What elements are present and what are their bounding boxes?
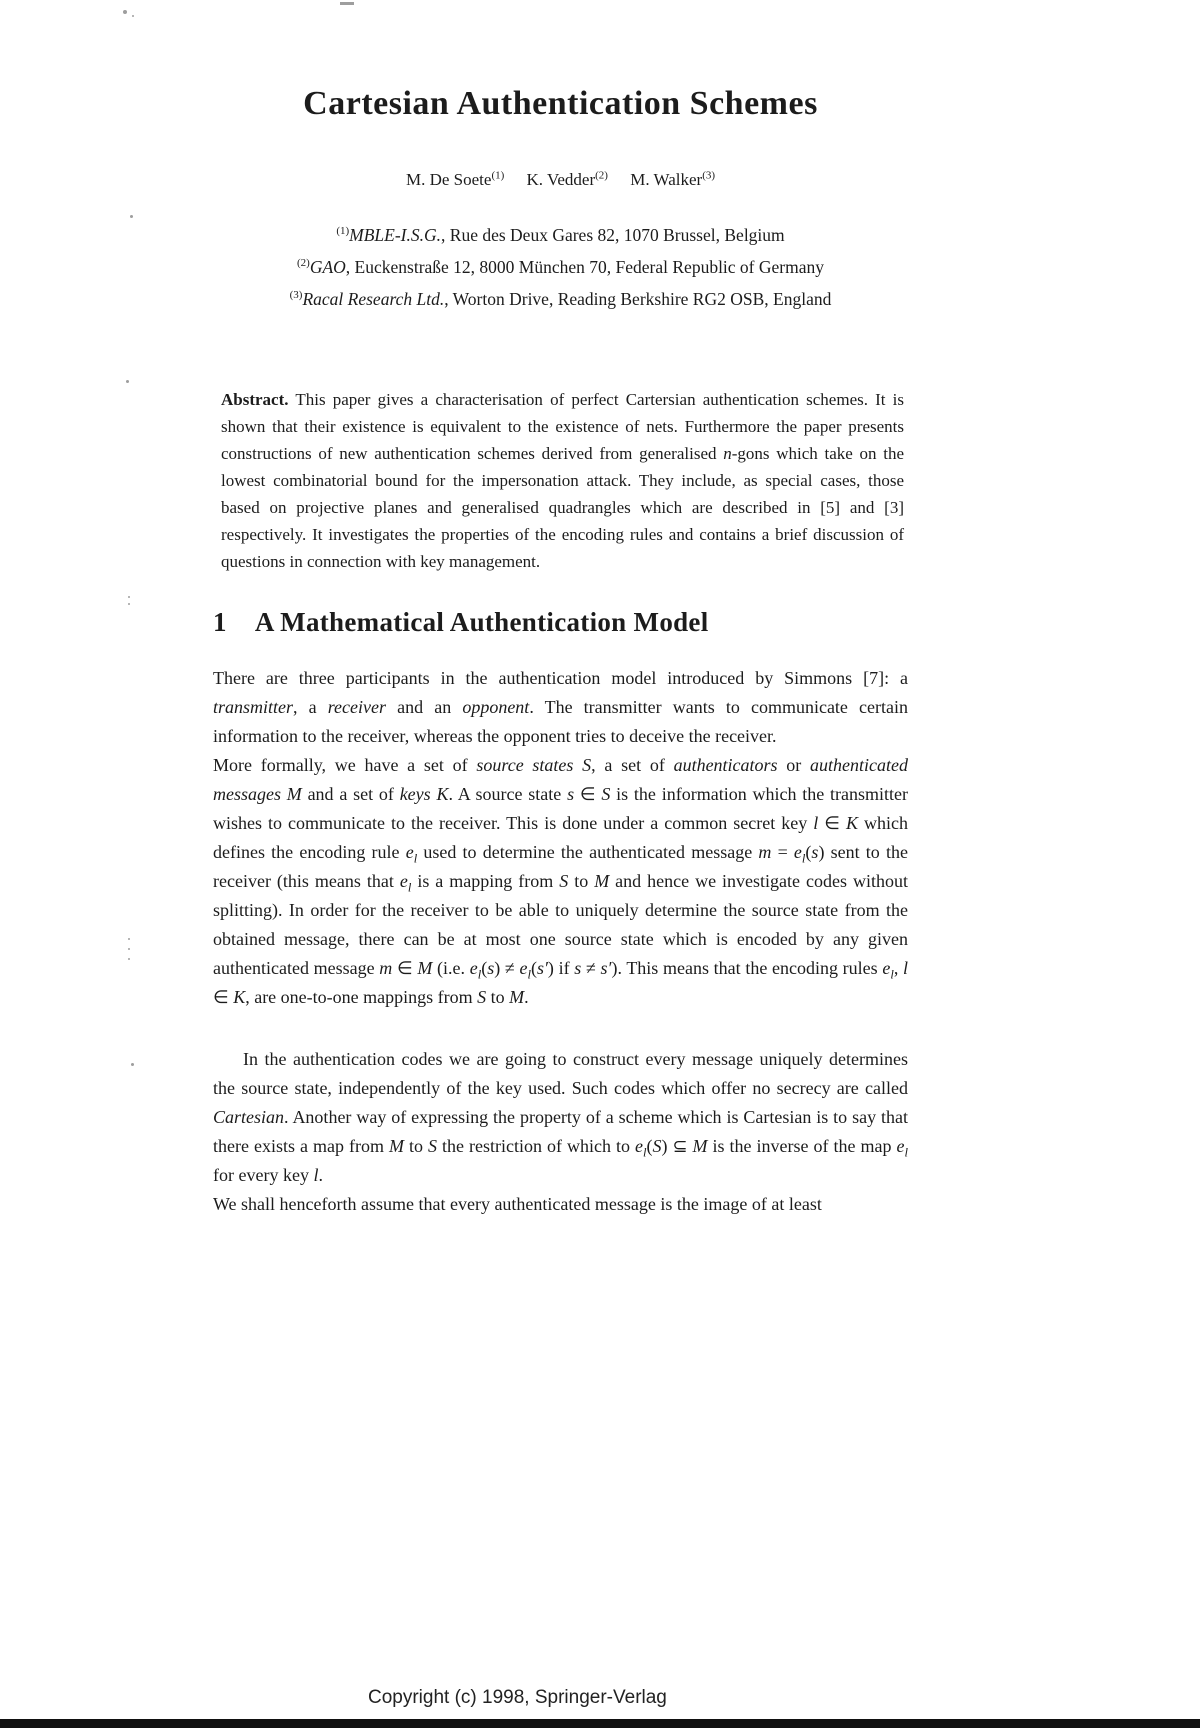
page-bottom-bar [0, 1719, 1200, 1728]
scan-artifact [340, 2, 354, 5]
section-1-title: A Mathematical Authentication Model [254, 606, 709, 637]
copyright-notice: Copyright (c) 1998, Springer-Verlag [368, 1687, 667, 1708]
scan-artifact [132, 15, 134, 17]
affiliation-1 [213, 217, 908, 249]
author-3 [630, 170, 715, 189]
scan-artifact [128, 958, 130, 960]
affiliation-2-marker: (2) [297, 257, 310, 270]
abstract-label: Abstract. [221, 389, 289, 409]
authors-line [213, 169, 908, 190]
affiliation-2-address: , Euckenstraße 12, 8000 München 70, Federal Republic of Germany [345, 256, 824, 277]
abstract-paragraph [221, 386, 904, 575]
author-2 [527, 170, 608, 189]
paper-title: Cartesian Authentication Schemes [303, 85, 818, 122]
author-1-affiliation-ref: (1) [491, 169, 505, 182]
section-1-heading [213, 607, 908, 638]
author-1-name: M. De Soete [405, 169, 492, 189]
author-2-affiliation-ref: (2) [595, 169, 608, 182]
affiliation-3 [213, 281, 908, 313]
author-2-name: K. Vedder [526, 169, 596, 189]
affiliation-1-address: , Rue des Deux Gares 82, 1070 Brussel, Belgium [441, 224, 785, 245]
section-1-paragraph-2: In the authentication codes we are going to construct every message uniquely determines the source state, independently of the key used. Such codes which offer no secrecy are called Cartesian. Another way of expressing the property of a scheme which is Cartesian is to say that there exists a map from M to S the restriction of which to $e_l(S)$ ⊆ M is the inverse of the map $e_l$ for every key l. We shall henceforth assume that every authenticated message is the image of at least [213, 1048, 909, 1214]
section-1-paragraph-1: There are three participants in the authentication model introduced by Simmons [7]: a transmitter, a receiver and an opponent. The transmitter wants to communicate certain information to the receiver, whereas the opponent tries to deceive the receiver. More formally, we have a set of source states S, a set of authenticators or authenticated messages M and a set of keys K. A source state s ∈ S is the information which the transmitter wishes to communicate to the receiver. This is done under a common secret key l ∈ K which defines the encoding rule $e_l$ used to determine the authenticated message $m = e_l(s)$ sent to the receiver (this means that $e_l$ is a mapping from S to M and hence we investigate codes without splitting). In order for the receiver to be able to uniquely determine the source state from the obtained message, there can be at most one source state which is encoded by any given authenticated message m ∈ M (i.e. $e_l(s) \ne e_l(s')$ if s ≠ s′). This means that the encoding rules $e_l$, l ∈ K, are one-to-one mappings from S to M. [213, 667, 909, 1007]
abstract-text: This paper gives a characterisation of perfect Cartersian authentication schemes. It is shown that their existence is equivalent to the existence of nets. Furthermore the paper presents constructions of new authentication schemes derived from generalised n-gons which take on the lowest combinatorial bound for the impersonation attack. They include, as special cases, those based on projective planes and generalised quadrangles which are described in [5] and [3] respectively. It investigates the properties of the encoding rules and contains a brief discussion of questions in connection with key management. [221, 389, 905, 571]
affiliation-2 [213, 249, 908, 281]
scan-artifact [123, 10, 127, 14]
scan-artifact [128, 603, 130, 605]
scan-artifact [128, 596, 130, 598]
author-3-name: M. Walker [630, 169, 703, 189]
affiliation-2-institution: GAO [309, 256, 346, 277]
page-content-column [213, 0, 908, 1219]
affiliations-block [213, 217, 908, 314]
scan-artifact [128, 938, 130, 940]
section-1-number: 1 [213, 606, 227, 637]
scan-artifact [126, 380, 129, 383]
affiliation-3-marker: (3) [289, 289, 303, 302]
affiliation-3-address: , Worton Drive, Reading Berkshire RG2 OSB, England [444, 289, 832, 310]
scan-artifact [128, 948, 130, 950]
affiliation-1-marker: (1) [336, 224, 350, 237]
scan-artifact [131, 1063, 134, 1066]
author-1 [406, 170, 504, 189]
scan-artifact [130, 215, 133, 218]
affiliation-3-institution: Racal Research Ltd. [302, 289, 445, 310]
author-3-affiliation-ref: (3) [702, 169, 716, 182]
affiliation-1-institution: MBLE-I.S.G. [349, 224, 442, 245]
